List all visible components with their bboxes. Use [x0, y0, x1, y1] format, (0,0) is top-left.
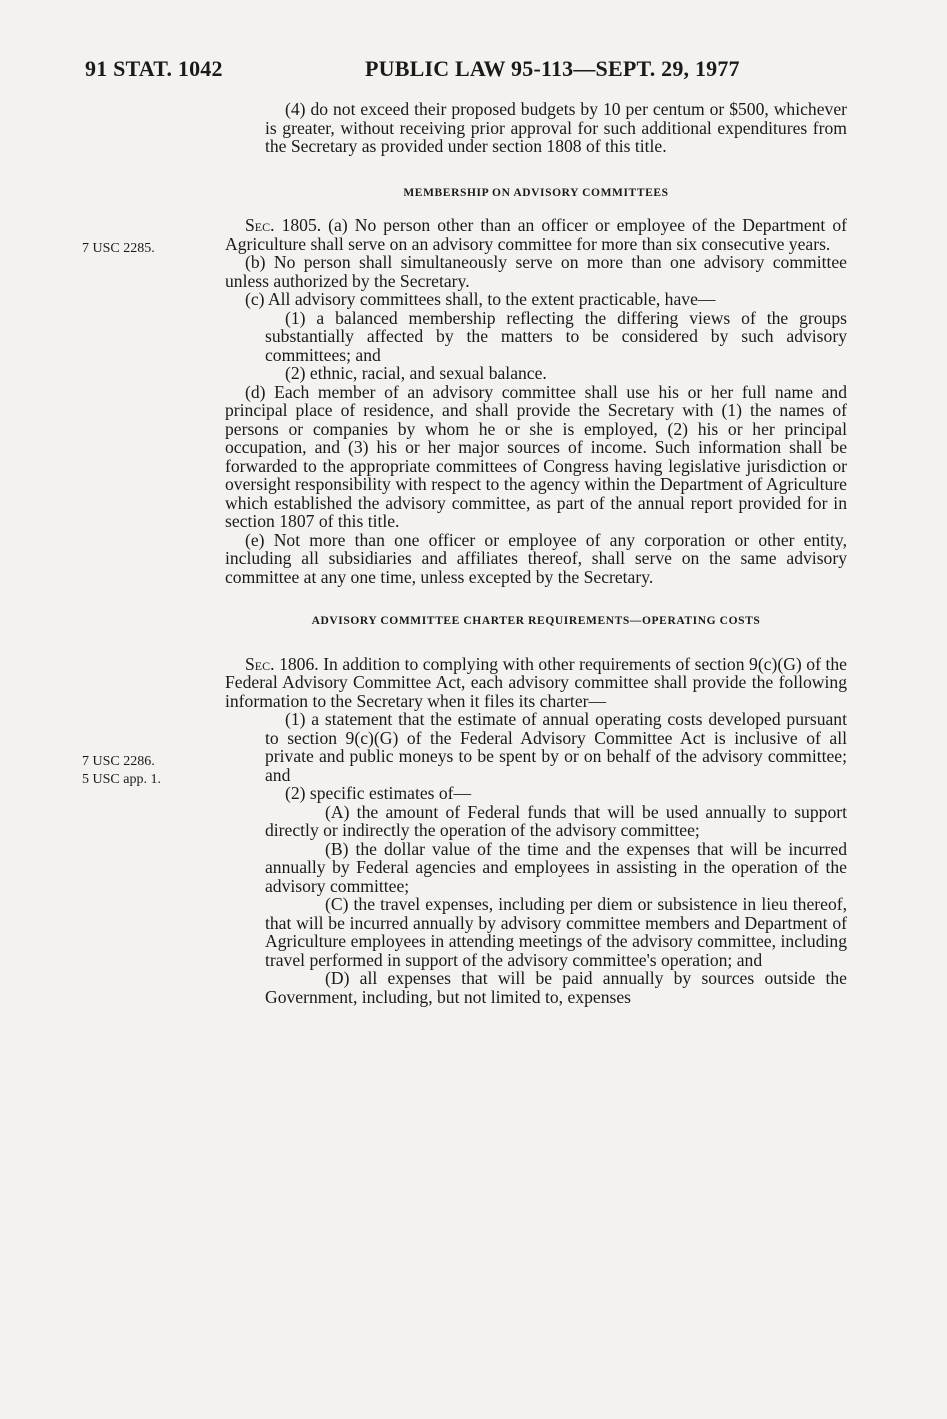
margin-note-7usc2285: 7 USC 2285.: [82, 241, 155, 256]
paragraph-sec1806-2: (2) specific estimates of—: [285, 783, 472, 803]
paragraph-sec1805-c2: (2) ethnic, racial, and sexual balance.: [285, 363, 547, 383]
margin-note-7usc2286: 7 USC 2286.: [82, 754, 155, 769]
paragraph-sec1806-C: (C) the travel expenses, including per diem or subsistence in lieu thereof, that will be incurred annually by advisory committee members and Department of Agriculture employees in attending meetings of the advisory committee, including travel performed in support of the advisory committee's operation; and: [265, 894, 847, 970]
margin-note-5usc-app1: 5 USC app. 1.: [82, 772, 161, 787]
paragraph-sec1805-e: (e) Not more than one officer or employee of any corporation or other entity, including all subsidiaries and affiliates thereof, shall serve on the same advisory committee at any one time, unless excepted by the Secretary.: [225, 529, 847, 587]
paragraph-sec1806-A: (A) the amount of Federal funds that will be used annually to support directly or indirectly the operation of the advisory committee;: [265, 801, 847, 840]
section-label: Sec.: [245, 653, 275, 674]
public-law-reference: PUBLIC LAW 95-113—SEPT. 29, 1977: [365, 56, 740, 81]
paragraph-sec1806-1: (1) a statement that the estimate of annual operating costs developed pursuant to section 9(c)(G) of the Federal Advisory Committee Act is inclusive of all private and public moneys to be spent by or on behalf of the advisory committee; and: [265, 709, 847, 785]
paragraph-sec1805-c: (c) All advisory committees shall, to the extent practicable, have—: [245, 289, 716, 309]
paragraph-sec1805-a: [225, 216, 847, 253]
paragraph-text: 1806. In addition to complying with other requirements of section 9(c)(G) of the Federal Advisory Committee Act, each advisory committee shall provide the following information to the Secretary when it files its charter—: [225, 653, 847, 711]
paragraph-sec1806-D: (D) all expenses that will be paid annually by sources outside the Government, including, but not limited to, expenses: [265, 968, 847, 1007]
paragraph-sec1805-c1: (1) a balanced membership reflecting the differing views of the groups substantially affected by the matters to be considered by such advisory committees; and: [265, 307, 847, 365]
section-heading-membership: MEMBERSHIP ON ADVISORY COMMITTEES: [403, 186, 669, 199]
section-heading-charter-requirements: ADVISORY COMMITTEE CHARTER REQUIREMENTS—OPERATING COSTS: [311, 615, 761, 627]
section-label: Sec.: [245, 215, 275, 235]
paragraph-sec1805-b: (b) No person shall simultaneously serve on more than one advisory committee unless authorized by the Secretary.: [225, 252, 847, 291]
paragraph-sec1806-B: (B) the dollar value of the time and the expenses that will be incurred annually by Federal agencies and employees in assisting in the operation of the advisory committee;: [265, 838, 847, 896]
paragraph-sec1806-intro: [225, 655, 847, 711]
paragraph-text: 1805. (a) No person other than an officer or employee of the Department of Agriculture shall serve on an advisory committee for more than six consecutive years.: [225, 215, 847, 254]
statute-reference: 91 STAT. 1042: [85, 56, 223, 81]
paragraph-sec1805-d: (d) Each member of an advisory committee shall use his or her full name and principal place of residence, and shall provide the Secretary with (1) the names of persons or companies by whom he or she is employed, (2) his or her principal occupation, and (3) his or her major sources of income. Such information shall be forwarded to the appropriate committees of Congress having legislative jurisdiction or oversight responsibility with respect to the agency within the Department of Agriculture which established the advisory committee, as part of the annual report provided for in section 1807 of this title.: [225, 381, 847, 531]
paragraph-item-4: (4) do not exceed their proposed budgets by 10 per centum or $500, whichever is greater, without receiving prior approval for such additional expenditures from the Secretary as provided under section 1808 of this title.: [265, 99, 847, 156]
document-body: [225, 100, 847, 1006]
